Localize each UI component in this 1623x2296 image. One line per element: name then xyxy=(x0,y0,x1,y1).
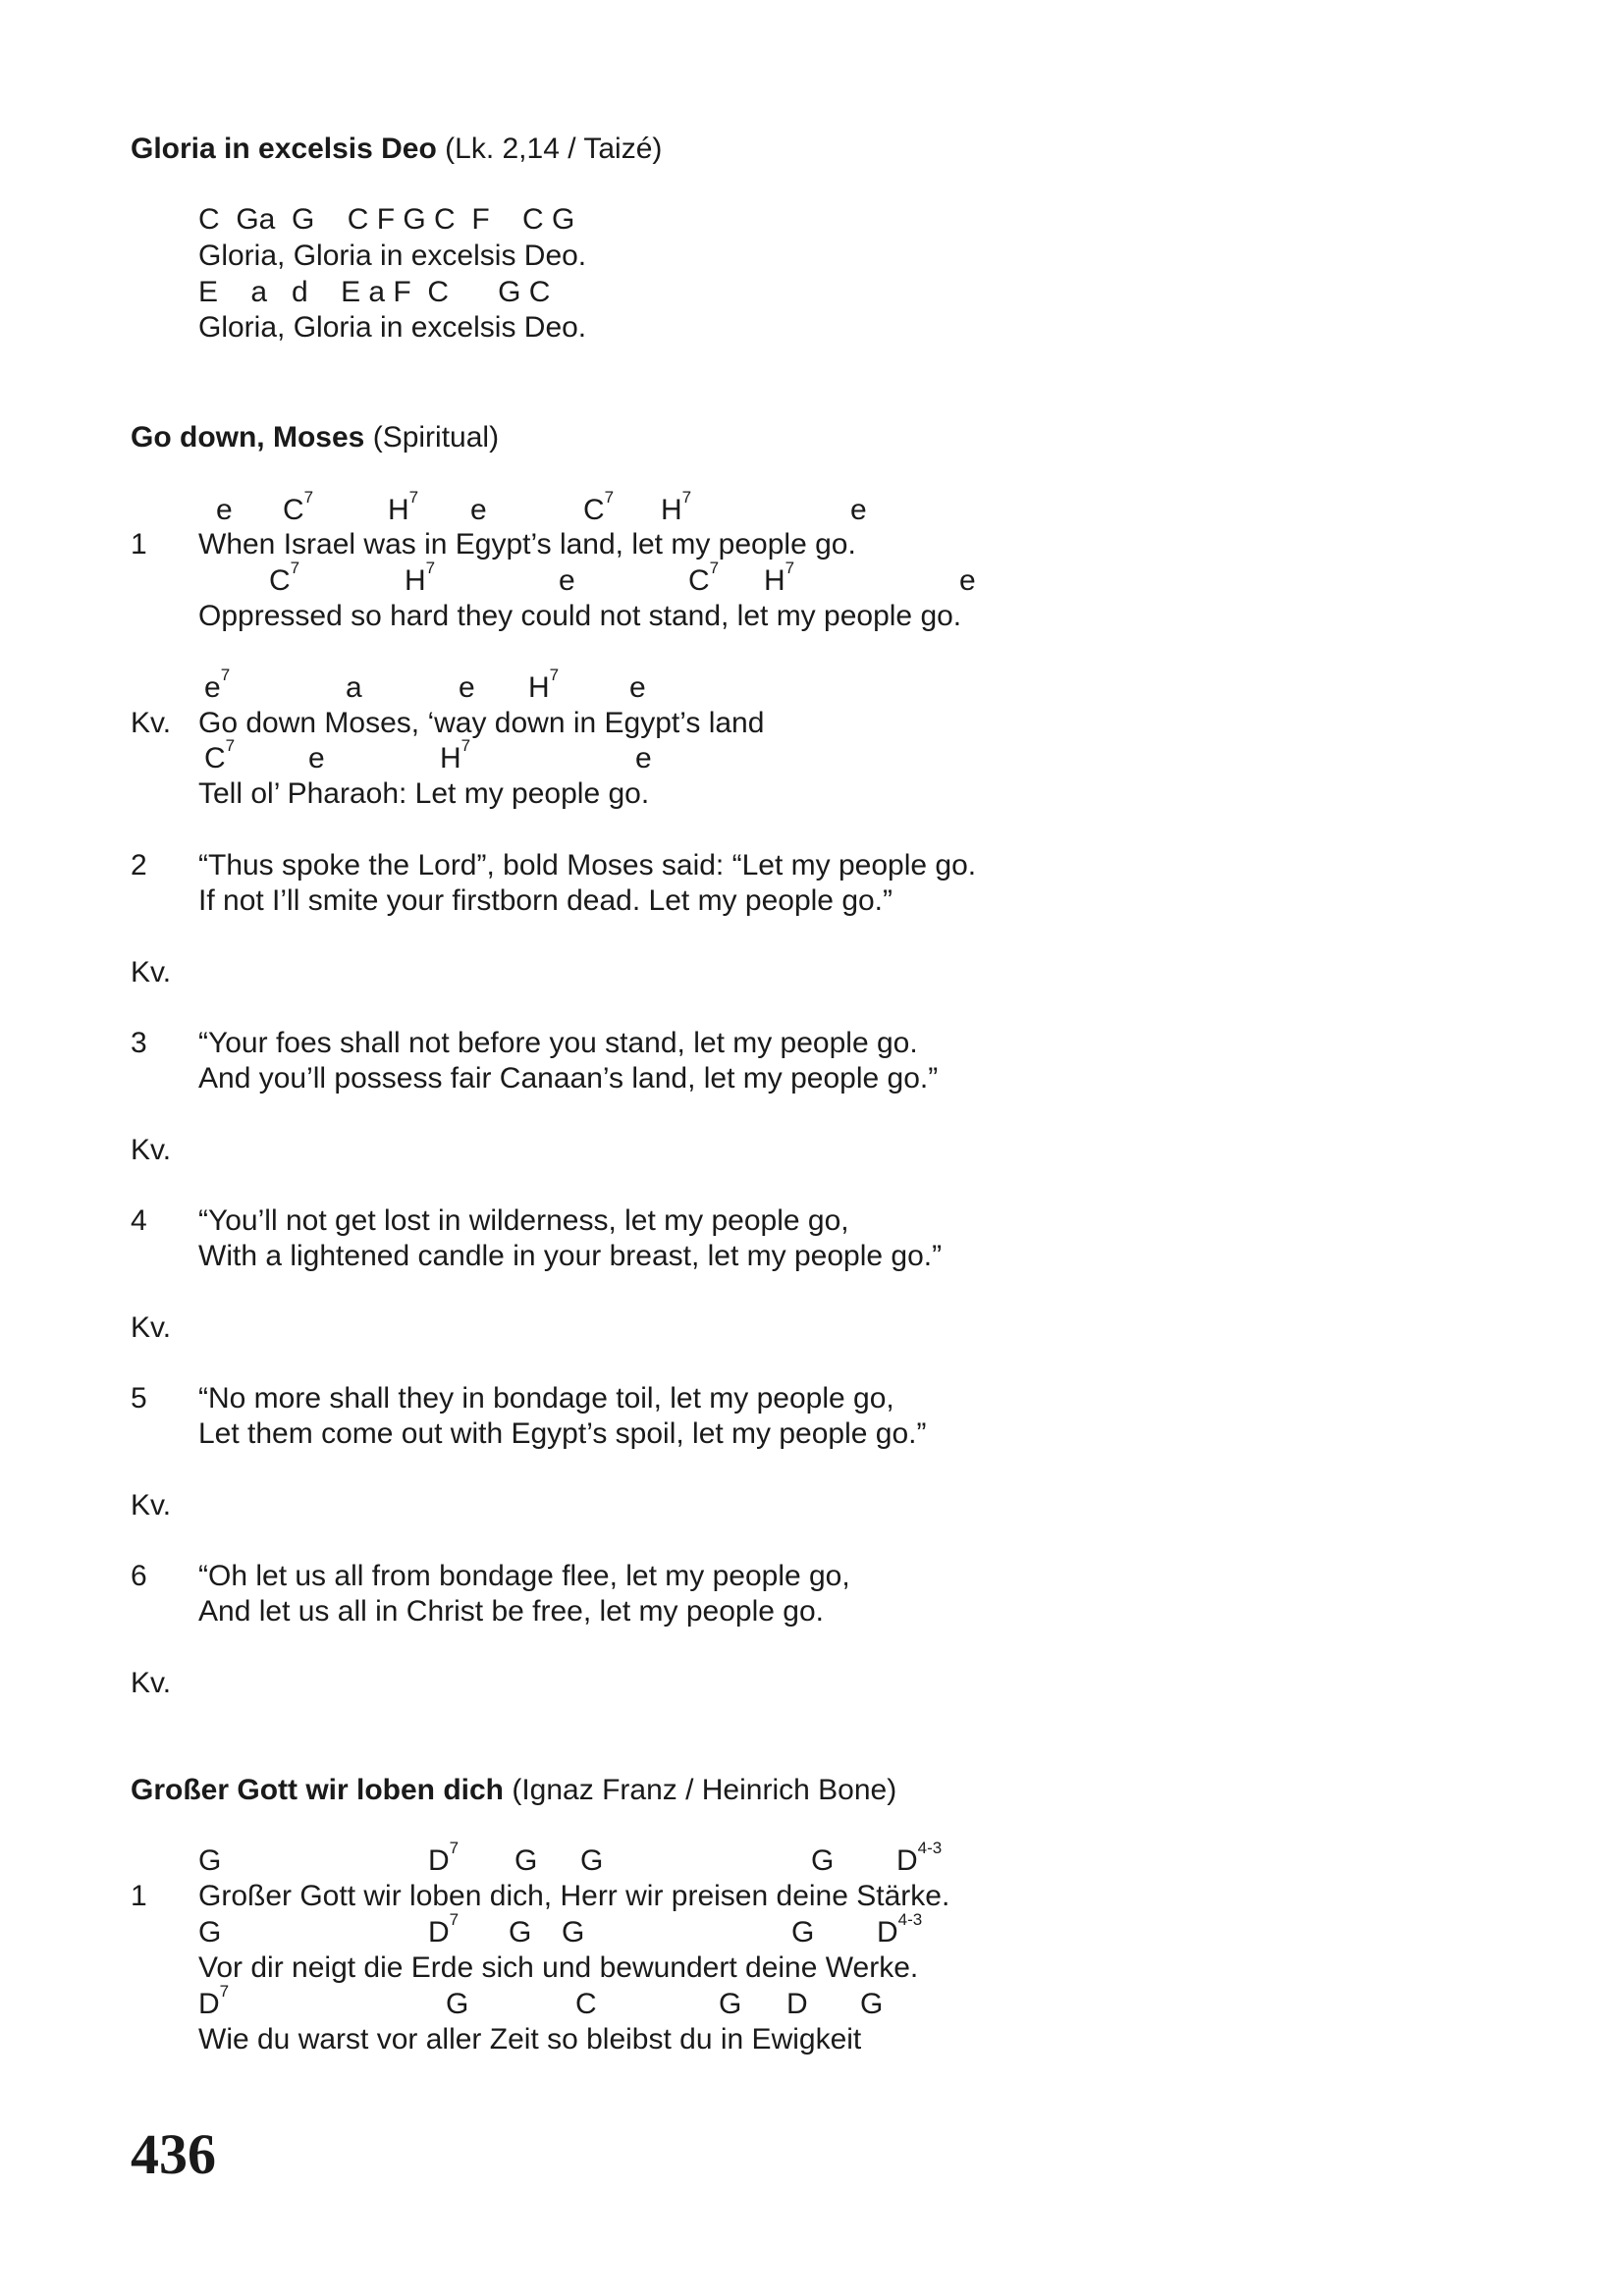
chord: e xyxy=(308,742,325,774)
chord: $C^7$ xyxy=(269,559,300,597)
chord: e xyxy=(629,671,646,704)
chord-line: E a d E a F C G C xyxy=(198,276,551,308)
page-number: 436 xyxy=(131,2122,216,2186)
lyric-line: Tell ol’ Pharaoh: Let my people go. xyxy=(198,777,650,810)
chord: $e^7$ xyxy=(204,666,231,704)
chord: G xyxy=(198,1916,222,1949)
chord: G xyxy=(811,1844,835,1877)
chord: e xyxy=(459,671,475,704)
song-heading xyxy=(131,1773,896,1808)
chord: G xyxy=(719,1988,742,2020)
lyric-line: Gloria, Gloria in excelsis Deo. xyxy=(198,240,587,272)
chord: $H^7$ xyxy=(661,488,692,526)
chord: G xyxy=(509,1916,532,1949)
verse-number: 5 xyxy=(131,1382,147,1415)
verse-number: 3 xyxy=(131,1027,147,1059)
refrain-label: Kv. xyxy=(131,956,172,988)
chord: C xyxy=(575,1988,597,2020)
lyric-line: Let them come out with Egypt’s spoil, let my people go.” xyxy=(198,1417,927,1450)
verse-number: 1 xyxy=(131,528,147,561)
chord: $C^7$ xyxy=(204,736,236,774)
refrain-label: Kv. xyxy=(131,1311,172,1344)
chord: $D^7$ xyxy=(198,1982,230,2020)
chord: $C^7$ xyxy=(283,488,314,526)
refrain-label: Kv. xyxy=(131,1134,172,1166)
chord: $H^7$ xyxy=(388,488,419,526)
chord: e xyxy=(635,742,652,774)
chord: e xyxy=(559,564,575,597)
verse-number: 1 xyxy=(131,1880,147,1912)
lyric-line: If not I’ll smite your firstborn dead. Let my people go.” xyxy=(198,884,893,917)
chord: e xyxy=(959,564,976,597)
lyric-line: “Oh let us all from bondage flee, let my people go, xyxy=(198,1560,850,1592)
chord: $H^7$ xyxy=(440,736,471,774)
lyric-line: And you’ll possess fair Canaan’s land, let my people go.” xyxy=(198,1062,939,1095)
chord: e xyxy=(470,494,487,526)
lyric-line: Großer Gott wir loben dich, Herr wir preisen deine Stärke. xyxy=(198,1880,950,1912)
lyric-line: When Israel was in Egypt’s land, let my people go. xyxy=(198,528,856,561)
chord: $D^7$ xyxy=(428,1910,460,1949)
chord: G xyxy=(860,1988,884,2020)
song-title: Gloria in excelsis Deo xyxy=(131,133,437,165)
chord: G xyxy=(198,1844,222,1877)
lyric-line: Gloria, Gloria in excelsis Deo. xyxy=(198,311,587,344)
chord: e xyxy=(850,494,867,526)
chord: G xyxy=(791,1916,815,1949)
lyric-line: Vor dir neigt die Erde sich und bewundert deine Werke. xyxy=(198,1951,919,1984)
lyric-line: “Thus spoke the Lord”, bold Moses said: “Let my people go. xyxy=(198,849,977,881)
chord: e xyxy=(216,494,233,526)
chord: a xyxy=(346,671,362,704)
chord: $D^{4-3}$ xyxy=(877,1910,923,1949)
song-heading xyxy=(131,420,499,455)
lyric-line: Go down Moses, ‘way down in Egypt’s land xyxy=(198,707,765,739)
song-source: (Ignaz Franz / Heinrich Bone) xyxy=(512,1774,897,1806)
song-title: Go down, Moses xyxy=(131,421,365,454)
lyric-line: “No more shall they in bondage toil, let my people go, xyxy=(198,1382,894,1415)
song-heading xyxy=(131,132,662,167)
chord: $C^7$ xyxy=(583,488,615,526)
verse-number: 6 xyxy=(131,1560,147,1592)
chord: $C^7$ xyxy=(688,559,720,597)
refrain-label: Kv. xyxy=(131,707,172,739)
chord: G xyxy=(514,1844,538,1877)
lyric-line: “Your foes shall not before you stand, let my people go. xyxy=(198,1027,918,1059)
chord: $H^7$ xyxy=(528,666,560,704)
chord: G xyxy=(562,1916,585,1949)
refrain-label: Kv. xyxy=(131,1489,172,1522)
song-source: (Spiritual) xyxy=(372,421,500,454)
song-title: Großer Gott wir loben dich xyxy=(131,1774,505,1806)
lyric-line: With a lightened candle in your breast, let my people go.” xyxy=(198,1240,943,1272)
lyric-line: “You’ll not get lost in wilderness, let my people go, xyxy=(198,1204,849,1237)
verse-number: 4 xyxy=(131,1204,147,1237)
lyric-line: And let us all in Christ be free, let my people go. xyxy=(198,1595,825,1628)
chord: $D^7$ xyxy=(428,1839,460,1877)
chord: G xyxy=(446,1988,469,2020)
chord: $H^7$ xyxy=(405,559,436,597)
chord: G xyxy=(580,1844,604,1877)
chord: D xyxy=(786,1988,808,2020)
chord: $H^7$ xyxy=(764,559,795,597)
refrain-label: Kv. xyxy=(131,1667,172,1699)
verse-number: 2 xyxy=(131,849,147,881)
lyric-line: Oppressed so hard they could not stand, let my people go. xyxy=(198,600,962,632)
chord-line: C Ga G C F G C F C G xyxy=(198,203,575,236)
lyric-line: Wie du warst vor aller Zeit so bleibst du in Ewigkeit xyxy=(198,2023,862,2056)
chord: $D^{4-3}$ xyxy=(896,1839,943,1877)
song-source: (Lk. 2,14 / Taizé) xyxy=(445,133,663,165)
